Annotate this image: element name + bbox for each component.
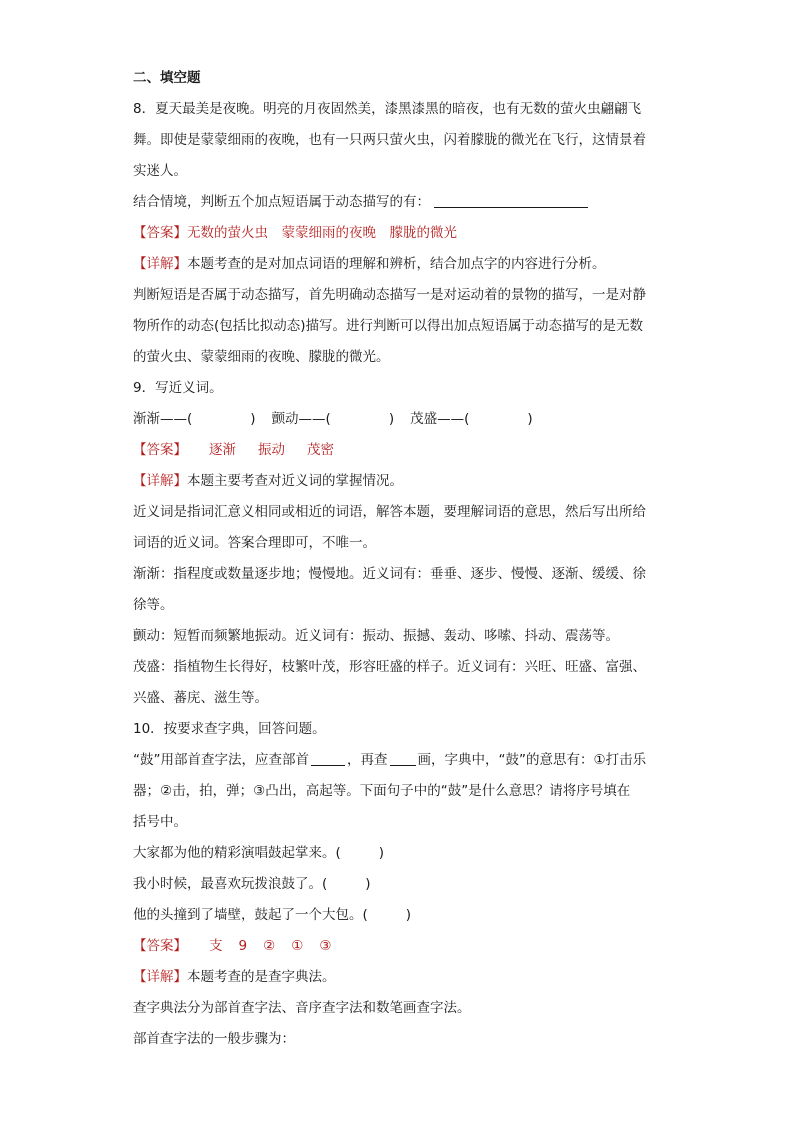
- q10-sentence-1-close: ): [378, 845, 385, 861]
- q9-word-1: 渐渐——(: [133, 411, 193, 427]
- q10-answer-label: 【答案】: [133, 938, 187, 954]
- q10-stroke-blank: [390, 751, 416, 766]
- q8-explanation-line-2: 物所作的动态(包括比拟动态)描写。进行判断可以得出加点短语属于动态描写的是无数: [133, 318, 644, 334]
- q9-answer-3: 茂密: [307, 442, 334, 458]
- q8-prompt: [133, 192, 588, 212]
- q8-text-line-3: 实迷人。: [133, 163, 187, 179]
- q9-jianjian-line-1: 渐渐：指程度或数量逐步地；慢慢地。近义词有：垂垂、逐步、慢慢、逐渐、缓缓、徐: [133, 566, 646, 582]
- q9-detail-label: 【详解】: [133, 473, 187, 489]
- q8-answer-blank: [434, 193, 588, 208]
- q10-prompt-line-3: 括号中。: [133, 814, 187, 830]
- q10-sentence-1: [133, 843, 384, 863]
- q10-detail: [133, 967, 336, 987]
- q10-prompt-part-c: 画，字典中，“鼓”的意思有：①打击乐: [417, 752, 647, 768]
- q10-explanation-line-1: 查字典法分为部首查字法、音序查字法和数笔画查字法。: [133, 1000, 471, 1016]
- q10-prompt-part-a: “鼓”用部首查字法，应查部首: [133, 752, 309, 768]
- q9-word-2: 颤动——(: [271, 411, 331, 427]
- q10-sentence-2-text: 我小时候，最喜欢玩拨浪鼓了。(: [133, 876, 328, 892]
- q9-answer-label: 【答案】: [133, 442, 187, 458]
- q10-explanation-line-2: 部首查字法的一般步骤为：: [133, 1031, 295, 1047]
- q9-detail-text: 本题主要考查对近义词的掌握情况。: [187, 473, 403, 489]
- q10-answer: [133, 936, 331, 956]
- q9-word-3: 茂盛——(: [410, 411, 470, 427]
- q8-prompt-text: 结合情境，判断五个加点短语属于动态描写的有：: [133, 194, 430, 210]
- q9-answer-1: 逐渐: [209, 442, 236, 458]
- q10-answer-4: ①: [291, 938, 304, 954]
- section-title: 二、填空题: [133, 70, 201, 86]
- q10-detail-label: 【详解】: [133, 969, 187, 985]
- q10-sentence-3: [133, 905, 411, 925]
- q9-words: [133, 409, 533, 429]
- q10-detail-text: 本题考查的是查字典法。: [187, 969, 336, 985]
- q8-answer-label: 【答案】: [133, 225, 187, 241]
- q9-answer: [133, 440, 334, 460]
- q9-close-2: ): [388, 411, 395, 427]
- q10-answer-1: 支: [209, 938, 223, 954]
- q10-title: 10．按要求查字典，回答问题。: [133, 721, 326, 737]
- q8-answer-text: 无数的萤火虫 蒙蒙细雨的夜晚 朦胧的微光: [187, 225, 457, 241]
- q10-sentence-2-close: ): [365, 876, 371, 892]
- q8-detail-text: 本题考查的是对加点词语的理解和辨析，结合加点字的内容进行分析。: [187, 256, 606, 272]
- q10-prompt-part-b: ，再查: [347, 752, 388, 768]
- q8-explanation-line-1: 判断短语是否属于动态描写，首先明确动态描写一是对运动着的景物的描写，一是对静: [133, 287, 646, 303]
- q10-prompt-line-2: 器；②击，拍，弹；③凸出，高起等。下面句子中的“鼓”是什么意思？请将序号填在: [133, 783, 631, 799]
- q9-maosheng-line-1: 茂盛：指植物生长得好，枝繁叶茂，形容旺盛的样子。近义词有：兴旺、旺盛、富强、: [133, 659, 646, 675]
- q8-answer: [133, 223, 457, 243]
- q8-detail: [133, 254, 606, 274]
- q8-text-line-2: 舞。即使是蒙蒙细雨的夜晚，也有一只两只萤火虫，闪着朦胧的微光在飞行，这情景着: [133, 132, 646, 148]
- q9-close-3: ): [527, 411, 533, 427]
- q9-title: 9．写近义词。: [133, 380, 223, 396]
- q9-answer-2: 振动: [258, 442, 285, 458]
- q10-sentence-2: [133, 874, 371, 894]
- q9-chandong-line: 颤动：短暂而频繁地振动。近义词有：振动、振撼、轰动、哆嗦、抖动、震荡等。: [133, 628, 619, 644]
- q9-jianjian-line-2: 徐等。: [133, 597, 174, 613]
- q8-detail-label: 【详解】: [133, 256, 187, 272]
- q10-sentence-3-text: 他的头撞到了墙壁，鼓起了一个大包。(: [133, 907, 368, 923]
- q10-prompt-line-1: [133, 750, 646, 770]
- q10-answer-3: ②: [263, 938, 276, 954]
- q8-text-line-1: 8．夏天最美是夜晚。明亮的月夜固然美，漆黑漆黑的暗夜，也有无数的萤火虫翩翩飞: [133, 101, 642, 117]
- q9-detail: [133, 471, 403, 491]
- q10-answer-5: ③: [319, 938, 332, 954]
- q9-close-1: ): [250, 411, 256, 427]
- q10-sentence-1-text: 大家都为他的精彩演唱鼓起掌来。(: [133, 845, 341, 861]
- q10-radical-blank: [311, 751, 345, 766]
- q10-sentence-3-close: ): [405, 907, 412, 923]
- q10-answer-2: 9: [238, 938, 248, 954]
- q9-explanation-line-1: 近义词是指词汇意义相同或相近的词语，解答本题，要理解词语的意思，然后写出所给: [133, 504, 646, 520]
- q9-maosheng-line-2: 兴盛、蕃庑、滋生等。: [133, 690, 268, 706]
- q8-explanation-line-3: 的萤火虫、蒙蒙细雨的夜晚、朦胧的微光。: [133, 349, 390, 365]
- q9-explanation-line-2: 词语的近义词。答案合理即可，不唯一。: [133, 535, 376, 551]
